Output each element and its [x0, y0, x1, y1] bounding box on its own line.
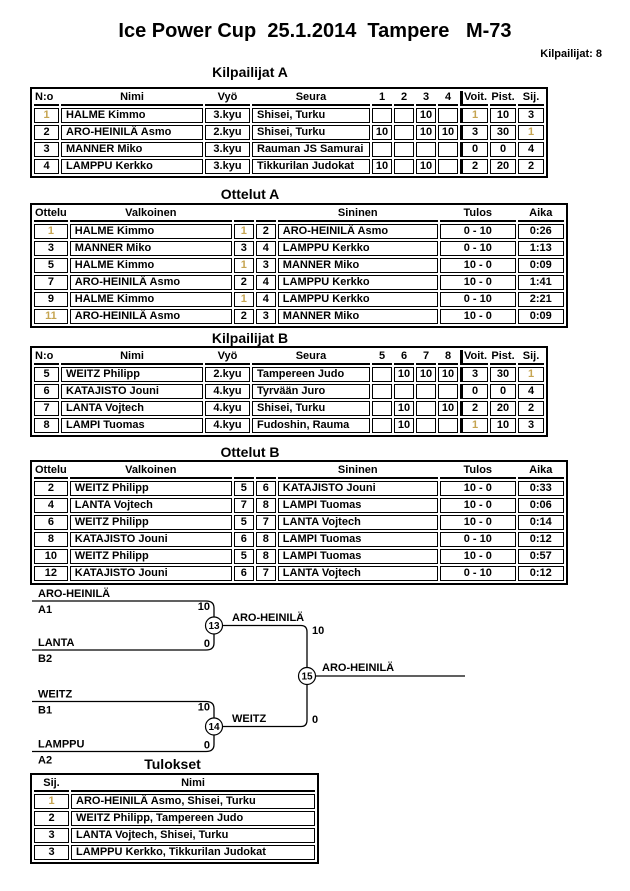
bracket-diagram	[20, 585, 490, 773]
bracket-winner-final: ARO-HEINILÄ	[322, 662, 395, 674]
table-row	[34, 845, 315, 860]
cell: WEITZ Philipp	[70, 549, 232, 564]
cell: 1	[234, 224, 254, 239]
cell: 2.kyu	[205, 367, 250, 382]
cell: 4.kyu	[205, 384, 250, 399]
cell: MANNER Miko	[61, 142, 203, 157]
cell: 2	[460, 401, 488, 416]
column-header: Ottelu	[34, 464, 68, 479]
column-header: Voit.	[460, 350, 488, 365]
column-header: Nimi	[61, 91, 203, 106]
cell: 1	[518, 125, 544, 140]
cell: 10	[394, 367, 414, 382]
cell: 0:06	[518, 498, 564, 513]
table-row	[34, 258, 564, 273]
cell	[372, 384, 392, 399]
cell: 3.kyu	[205, 108, 250, 123]
cell: 20	[490, 401, 516, 416]
match-15-number: 15	[301, 671, 313, 683]
bracket-entrant-1: ARO-HEINILÄ	[38, 588, 111, 600]
tournament-title: Ice Power Cup 25.1.2014 Tampere M-73	[118, 20, 512, 42]
column-header: Valkoinen	[70, 207, 232, 222]
cell: 3.kyu	[205, 142, 250, 157]
cell: 3	[256, 309, 276, 324]
cell: 4	[518, 384, 544, 399]
bracket-winner-semi2: WEITZ	[232, 713, 267, 725]
cell: 8	[34, 418, 59, 433]
cell: 0 - 10	[440, 241, 516, 256]
cell: 8	[256, 498, 276, 513]
cell: 1	[460, 108, 488, 123]
cell: Fudoshin, Rauma	[252, 418, 370, 433]
cell: 6	[34, 384, 59, 399]
cell: 3	[34, 142, 59, 157]
column-header: Sininen	[278, 207, 438, 222]
column-header: Aika	[518, 207, 564, 222]
cell: 0:14	[518, 515, 564, 530]
cell: KATAJISTO Jouni	[278, 481, 438, 496]
pool-a-table	[30, 87, 548, 178]
column-header: Nimi	[71, 777, 315, 792]
cell: ARO-HEINILÄ Asmo	[278, 224, 438, 239]
cell: WEITZ Philipp, Tampereen Judo	[71, 811, 315, 826]
cell: 0	[460, 142, 488, 157]
cell: 2	[34, 125, 59, 140]
cell: 0:09	[518, 258, 564, 273]
cell: 10	[416, 125, 436, 140]
column-header	[256, 207, 276, 222]
cell: LAMPPU Kerkko, Tikkurilan Judokat	[71, 845, 315, 860]
table-row	[34, 241, 564, 256]
column-header: Valkoinen	[70, 464, 232, 479]
cell: ARO-HEINILÄ Asmo, Shisei, Turku	[71, 794, 315, 809]
cell: 10 - 0	[440, 481, 516, 496]
column-header: Nimi	[61, 350, 203, 365]
cell: 10	[372, 125, 392, 140]
cell: 10	[372, 159, 392, 174]
header-row	[34, 207, 564, 222]
cell: 0	[490, 142, 516, 157]
column-header: 4	[438, 91, 458, 106]
cell: ARO-HEINILÄ Asmo	[61, 125, 203, 140]
section-heading-results: Tulokset	[144, 756, 201, 772]
bracket-entrant-3: WEITZ	[38, 688, 73, 701]
cell: Shisei, Turku	[252, 401, 370, 416]
cell: 2	[234, 275, 254, 290]
cell: LAMPI Tuomas	[278, 532, 438, 547]
cell	[438, 108, 458, 123]
cell: 10 - 0	[440, 309, 516, 324]
column-header	[256, 464, 276, 479]
column-header: N:o	[34, 91, 59, 106]
cell: 5	[34, 367, 59, 382]
bracket-line-semi2-top	[32, 702, 214, 719]
cell: 4	[256, 292, 276, 307]
table-row	[34, 794, 315, 809]
cell: 7	[34, 275, 68, 290]
table-row	[34, 811, 315, 826]
cell: 10 - 0	[440, 258, 516, 273]
cell: 0	[490, 384, 516, 399]
section-heading-pool-b: Kilpailijat B	[211, 330, 289, 346]
cell: 5	[34, 258, 68, 273]
bracket-score-winner2: 0	[312, 714, 319, 726]
cell: 10 - 0	[440, 498, 516, 513]
column-header: Voit.	[460, 91, 488, 106]
cell: 30	[490, 125, 516, 140]
match-13-number: 13	[208, 621, 220, 632]
cell: WEITZ Philipp	[70, 481, 232, 496]
cell: 1	[234, 292, 254, 307]
cell: 2:21	[518, 292, 564, 307]
table-row	[34, 828, 315, 843]
cell: 10	[490, 418, 516, 433]
cell: LANTA Vojtech	[61, 401, 203, 416]
cell: 2	[460, 159, 488, 174]
cell: 30	[490, 367, 516, 382]
cell: LAMPI Tuomas	[278, 549, 438, 564]
cell: 4	[256, 275, 276, 290]
cell	[416, 384, 436, 399]
cell	[372, 367, 392, 382]
column-header: Ottelu	[34, 207, 68, 222]
table-row	[34, 275, 564, 290]
table-row	[34, 481, 564, 496]
cell: 1:13	[518, 241, 564, 256]
column-header: Vyö	[205, 350, 250, 365]
table-row	[34, 142, 544, 157]
column-header: Sij.	[34, 777, 69, 792]
cell	[372, 142, 392, 157]
section-heading-matches-a: Ottelut A	[220, 186, 280, 202]
cell: 20	[490, 159, 516, 174]
table-row	[34, 401, 544, 416]
cell	[416, 142, 436, 157]
cell: 2	[34, 481, 68, 496]
cell: ARO-HEINILÄ Asmo	[70, 309, 232, 324]
cell: LAMPI Tuomas	[278, 498, 438, 513]
bracket-score-semi1-top: 10	[197, 601, 210, 613]
cell: 0 - 10	[440, 224, 516, 239]
table-row	[34, 498, 564, 513]
cell: 6	[256, 481, 276, 496]
section-heading-pool-a: Kilpailijat A	[212, 64, 288, 80]
column-header	[234, 207, 254, 222]
bracket-score-semi2-bottom: 0	[203, 739, 210, 752]
cell: 0 - 10	[440, 292, 516, 307]
cell: 10	[394, 401, 414, 416]
column-header: 8	[438, 350, 458, 365]
cell: 3	[34, 828, 69, 843]
column-header: Sij.	[518, 91, 544, 106]
cell: 10 - 0	[440, 549, 516, 564]
cell: 7	[256, 515, 276, 530]
table-row	[34, 224, 564, 239]
cell: 10	[438, 401, 458, 416]
column-header: Sij.	[518, 350, 544, 365]
cell: 10	[416, 159, 436, 174]
cell: 3	[518, 108, 544, 123]
column-header: Seura	[252, 91, 370, 106]
cell: MANNER Miko	[70, 241, 232, 256]
cell: 8	[256, 532, 276, 547]
column-header: Tulos	[440, 207, 516, 222]
cell: 2	[34, 811, 69, 826]
cell: 3	[518, 418, 544, 433]
column-header: Pist.	[490, 350, 516, 365]
column-header: Aika	[518, 464, 564, 479]
cell: KATAJISTO Jouni	[70, 532, 232, 547]
cell	[416, 401, 436, 416]
cell	[394, 108, 414, 123]
cell	[416, 418, 436, 433]
cell	[438, 159, 458, 174]
cell: 8	[34, 532, 68, 547]
table-row	[34, 549, 564, 564]
section-heading-matches-b: Ottelut B	[220, 444, 280, 460]
cell: MANNER Miko	[278, 309, 438, 324]
cell: LAMPPU Kerkko	[278, 292, 438, 307]
table-row	[34, 367, 544, 382]
column-header: 2	[394, 91, 414, 106]
cell: 7	[256, 566, 276, 581]
cell: 5	[234, 549, 254, 564]
results-table	[30, 773, 319, 864]
cell: 6	[234, 566, 254, 581]
cell	[394, 125, 414, 140]
column-header: Sininen	[278, 464, 438, 479]
column-header: 3	[416, 91, 436, 106]
table-row	[34, 125, 544, 140]
bracket-entrant-2: LANTA	[38, 637, 75, 649]
column-header: Tulos	[440, 464, 516, 479]
cell: Tyrvään Juro	[252, 384, 370, 399]
cell: 10	[490, 108, 516, 123]
cell: LANTA Vojtech	[278, 515, 438, 530]
cell: 1:41	[518, 275, 564, 290]
cell: 8	[256, 549, 276, 564]
cell: Tikkurilan Judokat	[252, 159, 370, 174]
cell: Shisei, Turku	[252, 125, 370, 140]
table-row	[34, 566, 564, 581]
table-row	[34, 309, 564, 324]
cell: LAMPPU Kerkko	[61, 159, 203, 174]
cell: LANTA Vojtech	[70, 498, 232, 513]
cell: 10	[438, 367, 458, 382]
column-header: 5	[372, 350, 392, 365]
column-header: 6	[394, 350, 414, 365]
table-row	[34, 159, 544, 174]
cell	[372, 418, 392, 433]
column-header: Vyö	[205, 91, 250, 106]
cell	[394, 159, 414, 174]
cell: Shisei, Turku	[252, 108, 370, 123]
cell: 10	[416, 108, 436, 123]
column-header: Pist.	[490, 91, 516, 106]
cell: LAMPPU Kerkko	[278, 241, 438, 256]
cell: MANNER Miko	[278, 258, 438, 273]
cell: 4	[34, 498, 68, 513]
cell: 10 - 0	[440, 275, 516, 290]
cell	[372, 401, 392, 416]
cell: 0:12	[518, 532, 564, 547]
bracket-winner-semi1: ARO-HEINILÄ	[232, 612, 305, 624]
cell: 0	[460, 384, 488, 399]
cell: HALME Kimmo	[61, 108, 203, 123]
match-14-number: 14	[208, 722, 220, 733]
cell: 4.kyu	[205, 401, 250, 416]
matches-a-table	[30, 203, 568, 328]
cell: 0:57	[518, 549, 564, 564]
bracket-score-winner1: 10	[312, 625, 325, 637]
cell: 3	[34, 845, 69, 860]
cell: 5	[234, 515, 254, 530]
cell: 0:12	[518, 566, 564, 581]
bracket-score-semi1-bottom: 0	[203, 638, 210, 650]
cell: 2	[518, 401, 544, 416]
cell: HALME Kimmo	[70, 258, 232, 273]
cell: WEITZ Philipp	[70, 515, 232, 530]
pool-b-table	[30, 346, 548, 437]
column-header: 1	[372, 91, 392, 106]
cell: 10	[416, 367, 436, 382]
cell: 3	[234, 241, 254, 256]
bracket-seed-1: A1	[38, 604, 53, 616]
table-row	[34, 418, 544, 433]
cell: 1	[518, 367, 544, 382]
cell: Tampereen Judo	[252, 367, 370, 382]
cell: 10	[394, 418, 414, 433]
bracket-score-semi2-top: 10	[197, 701, 210, 714]
cell: 2	[256, 224, 276, 239]
bracket-seed-3: B1	[38, 704, 53, 717]
cell: 4.kyu	[205, 418, 250, 433]
cell: 1	[234, 258, 254, 273]
cell: 10	[438, 125, 458, 140]
cell	[372, 108, 392, 123]
bracket-line-winner1	[223, 626, 308, 668]
competitor-count: Kilpailijat: 8	[540, 48, 602, 60]
column-header: N:o	[34, 350, 59, 365]
cell: HALME Kimmo	[70, 224, 232, 239]
cell: ARO-HEINILÄ Asmo	[70, 275, 232, 290]
cell	[394, 142, 414, 157]
cell: 0:33	[518, 481, 564, 496]
matches-b-table	[30, 460, 568, 585]
bracket-seed-2: B2	[38, 653, 53, 665]
cell: Rauman JS Samurai	[252, 142, 370, 157]
cell: 10 - 0	[440, 515, 516, 530]
cell: 4	[518, 142, 544, 157]
cell: WEITZ Philipp	[61, 367, 203, 382]
cell: 1	[34, 794, 69, 809]
cell: LAMPI Tuomas	[61, 418, 203, 433]
cell: LAMPPU Kerkko	[278, 275, 438, 290]
cell: KATAJISTO Jouni	[61, 384, 203, 399]
header-row	[34, 777, 315, 792]
table-row	[34, 108, 544, 123]
cell: 1	[460, 418, 488, 433]
cell: 0:26	[518, 224, 564, 239]
cell: 7	[34, 401, 59, 416]
header-row	[34, 464, 564, 479]
cell: 0 - 10	[440, 532, 516, 547]
column-header: 7	[416, 350, 436, 365]
cell: LANTA Vojtech, Shisei, Turku	[71, 828, 315, 843]
cell: 1	[34, 108, 59, 123]
table-row	[34, 515, 564, 530]
bracket-entrant-4: LAMPPU	[38, 738, 85, 751]
cell: 1	[34, 224, 68, 239]
cell: 11	[34, 309, 68, 324]
cell: 3.kyu	[205, 159, 250, 174]
cell	[438, 384, 458, 399]
cell: 4	[256, 241, 276, 256]
table-row	[34, 532, 564, 547]
table-row	[34, 384, 544, 399]
cell: 6	[34, 515, 68, 530]
cell: 2	[234, 309, 254, 324]
cell: 0:09	[518, 309, 564, 324]
cell: 3	[460, 125, 488, 140]
header-row	[34, 350, 544, 365]
cell	[438, 418, 458, 433]
column-header	[234, 464, 254, 479]
cell: 2.kyu	[205, 125, 250, 140]
cell: 4	[34, 159, 59, 174]
cell: 3	[460, 367, 488, 382]
cell: 9	[34, 292, 68, 307]
column-header: Seura	[252, 350, 370, 365]
cell: HALME Kimmo	[70, 292, 232, 307]
table-row	[34, 292, 564, 307]
cell: 3	[34, 241, 68, 256]
cell: 12	[34, 566, 68, 581]
cell: LANTA Vojtech	[278, 566, 438, 581]
cell	[394, 384, 414, 399]
bracket-seed-4: A2	[38, 754, 53, 767]
cell: 0 - 10	[440, 566, 516, 581]
cell: 6	[234, 532, 254, 547]
cell: 3	[256, 258, 276, 273]
cell: 2	[518, 159, 544, 174]
cell	[438, 142, 458, 157]
cell: 5	[234, 481, 254, 496]
cell: 7	[234, 498, 254, 513]
cell: 10	[34, 549, 68, 564]
header-row	[34, 91, 544, 106]
bracket-line-semi1-top	[32, 601, 214, 617]
cell: KATAJISTO Jouni	[70, 566, 232, 581]
